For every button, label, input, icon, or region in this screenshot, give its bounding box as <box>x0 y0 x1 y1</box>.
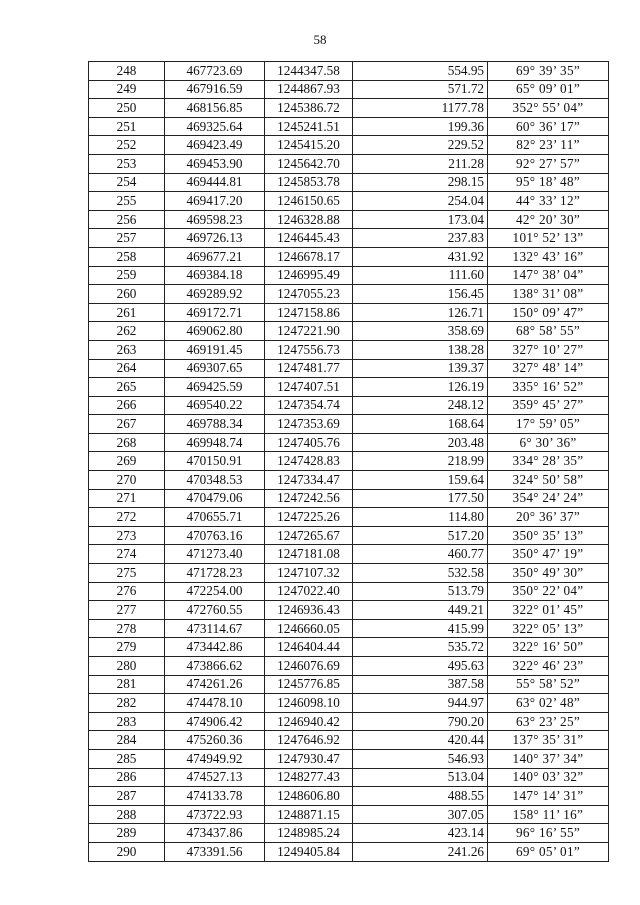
distance-cell: 420.44 <box>353 731 488 750</box>
bearing-cell: 44° 33’ 12” <box>488 192 609 211</box>
point-number-cell: 285 <box>89 749 165 768</box>
distance-cell: 517.20 <box>353 526 488 545</box>
table-row <box>89 247 609 266</box>
distance-cell: 241.26 <box>353 842 488 861</box>
table-row <box>89 712 609 731</box>
table-row <box>89 173 609 192</box>
point-number-cell: 258 <box>89 247 165 266</box>
x-coordinate-cell: 470479.06 <box>165 489 265 508</box>
bearing-cell: 69° 05’ 01” <box>488 842 609 861</box>
table-row <box>89 675 609 694</box>
bearing-cell: 65° 09’ 01” <box>488 80 609 99</box>
y-coordinate-cell: 1246328.88 <box>265 210 353 229</box>
x-coordinate-cell: 474949.92 <box>165 749 265 768</box>
point-number-cell: 249 <box>89 80 165 99</box>
distance-cell: 546.93 <box>353 749 488 768</box>
x-coordinate-cell: 474906.42 <box>165 712 265 731</box>
point-number-cell: 264 <box>89 359 165 378</box>
table-row <box>89 787 609 806</box>
point-number-cell: 262 <box>89 322 165 341</box>
x-coordinate-cell: 469191.45 <box>165 340 265 359</box>
bearing-cell: 350° 49’ 30” <box>488 564 609 583</box>
x-coordinate-cell: 470348.53 <box>165 471 265 490</box>
table-row <box>89 285 609 304</box>
x-coordinate-cell: 469677.21 <box>165 247 265 266</box>
bearing-cell: 17° 59’ 05” <box>488 415 609 434</box>
x-coordinate-cell: 472254.00 <box>165 582 265 601</box>
point-number-cell: 263 <box>89 340 165 359</box>
y-coordinate-cell: 1248606.80 <box>265 787 353 806</box>
y-coordinate-cell: 1245776.85 <box>265 675 353 694</box>
distance-cell: 248.12 <box>353 396 488 415</box>
y-coordinate-cell: 1246445.43 <box>265 229 353 248</box>
table-row <box>89 154 609 173</box>
y-coordinate-cell: 1247334.47 <box>265 471 353 490</box>
distance-cell: 535.72 <box>353 638 488 657</box>
x-coordinate-cell: 473391.56 <box>165 842 265 861</box>
point-number-cell: 261 <box>89 303 165 322</box>
x-coordinate-cell: 469444.81 <box>165 173 265 192</box>
table-row <box>89 266 609 285</box>
point-number-cell: 272 <box>89 508 165 527</box>
table-row <box>89 638 609 657</box>
table-row <box>89 768 609 787</box>
table-row <box>89 545 609 564</box>
y-coordinate-cell: 1248871.15 <box>265 805 353 824</box>
distance-cell: 431.92 <box>353 247 488 266</box>
y-coordinate-cell: 1246098.10 <box>265 694 353 713</box>
point-number-cell: 251 <box>89 117 165 136</box>
point-number-cell: 248 <box>89 62 165 81</box>
distance-cell: 111.60 <box>353 266 488 285</box>
distance-cell: 790.20 <box>353 712 488 731</box>
distance-cell: 173.04 <box>353 210 488 229</box>
x-coordinate-cell: 475260.36 <box>165 731 265 750</box>
bearing-cell: 322° 46’ 23” <box>488 657 609 676</box>
bearing-cell: 352° 55’ 04” <box>488 99 609 118</box>
distance-cell: 237.83 <box>353 229 488 248</box>
point-number-cell: 273 <box>89 526 165 545</box>
table-row <box>89 526 609 545</box>
point-number-cell: 269 <box>89 452 165 471</box>
y-coordinate-cell: 1247265.67 <box>265 526 353 545</box>
y-coordinate-cell: 1247646.92 <box>265 731 353 750</box>
point-number-cell: 257 <box>89 229 165 248</box>
point-number-cell: 267 <box>89 415 165 434</box>
distance-cell: 944.97 <box>353 694 488 713</box>
x-coordinate-cell: 473442.86 <box>165 638 265 657</box>
point-number-cell: 265 <box>89 378 165 397</box>
x-coordinate-cell: 468156.85 <box>165 99 265 118</box>
table-row <box>89 62 609 81</box>
page-number: 58 <box>313 32 327 47</box>
x-coordinate-cell: 469307.65 <box>165 359 265 378</box>
x-coordinate-cell: 469325.64 <box>165 117 265 136</box>
bearing-cell: 42° 20’ 30” <box>488 210 609 229</box>
distance-cell: 495.63 <box>353 657 488 676</box>
bearing-cell: 327° 48’ 14” <box>488 359 609 378</box>
x-coordinate-cell: 469172.71 <box>165 303 265 322</box>
distance-cell: 114.80 <box>353 508 488 527</box>
point-number-cell: 282 <box>89 694 165 713</box>
table-row <box>89 229 609 248</box>
distance-cell: 532.58 <box>353 564 488 583</box>
point-number-cell: 259 <box>89 266 165 285</box>
y-coordinate-cell: 1247556.73 <box>265 340 353 359</box>
table-row <box>89 508 609 527</box>
point-number-cell: 270 <box>89 471 165 490</box>
y-coordinate-cell: 1248985.24 <box>265 824 353 843</box>
bearing-cell: 6° 30’ 36” <box>488 433 609 452</box>
x-coordinate-cell: 469384.18 <box>165 266 265 285</box>
x-coordinate-cell: 469726.13 <box>165 229 265 248</box>
y-coordinate-cell: 1247405.76 <box>265 433 353 452</box>
y-coordinate-cell: 1246150.65 <box>265 192 353 211</box>
y-coordinate-cell: 1247353.69 <box>265 415 353 434</box>
point-number-cell: 290 <box>89 842 165 861</box>
bearing-cell: 68° 58’ 55” <box>488 322 609 341</box>
y-coordinate-cell: 1246076.69 <box>265 657 353 676</box>
x-coordinate-cell: 469289.92 <box>165 285 265 304</box>
distance-cell: 387.58 <box>353 675 488 694</box>
bearing-cell: 140° 03’ 32” <box>488 768 609 787</box>
bearing-cell: 354° 24’ 24” <box>488 489 609 508</box>
bearing-cell: 327° 10’ 27” <box>488 340 609 359</box>
x-coordinate-cell: 473722.93 <box>165 805 265 824</box>
x-coordinate-cell: 470763.16 <box>165 526 265 545</box>
table-row <box>89 136 609 155</box>
x-coordinate-cell: 467723.69 <box>165 62 265 81</box>
table-row <box>89 694 609 713</box>
distance-cell: 199.36 <box>353 117 488 136</box>
y-coordinate-cell: 1245241.51 <box>265 117 353 136</box>
table-row <box>89 322 609 341</box>
x-coordinate-cell: 471728.23 <box>165 564 265 583</box>
x-coordinate-cell: 470150.91 <box>165 452 265 471</box>
table-row <box>89 396 609 415</box>
table-row <box>89 842 609 861</box>
y-coordinate-cell: 1247407.51 <box>265 378 353 397</box>
bearing-cell: 350° 35’ 13” <box>488 526 609 545</box>
y-coordinate-cell: 1247225.26 <box>265 508 353 527</box>
distance-cell: 358.69 <box>353 322 488 341</box>
x-coordinate-cell: 474478.10 <box>165 694 265 713</box>
y-coordinate-cell: 1247930.47 <box>265 749 353 768</box>
y-coordinate-cell: 1247107.32 <box>265 564 353 583</box>
distance-cell: 488.55 <box>353 787 488 806</box>
distance-cell: 139.37 <box>353 359 488 378</box>
table-row <box>89 192 609 211</box>
distance-cell: 126.19 <box>353 378 488 397</box>
distance-cell: 218.99 <box>353 452 488 471</box>
point-number-cell: 280 <box>89 657 165 676</box>
x-coordinate-cell: 469540.22 <box>165 396 265 415</box>
bearing-cell: 101° 52’ 13” <box>488 229 609 248</box>
x-coordinate-cell: 473114.67 <box>165 619 265 638</box>
y-coordinate-cell: 1246936.43 <box>265 601 353 620</box>
table-row <box>89 415 609 434</box>
x-coordinate-cell: 469062.80 <box>165 322 265 341</box>
x-coordinate-cell: 469453.90 <box>165 154 265 173</box>
table-row <box>89 805 609 824</box>
bearing-cell: 147° 38’ 04” <box>488 266 609 285</box>
x-coordinate-cell: 474527.13 <box>165 768 265 787</box>
y-coordinate-cell: 1247022.40 <box>265 582 353 601</box>
table-row <box>89 340 609 359</box>
x-coordinate-cell: 473866.62 <box>165 657 265 676</box>
x-coordinate-cell: 469948.74 <box>165 433 265 452</box>
bearing-cell: 335° 16’ 52” <box>488 378 609 397</box>
distance-cell: 298.15 <box>353 173 488 192</box>
table-row <box>89 210 609 229</box>
distance-cell: 423.14 <box>353 824 488 843</box>
point-number-cell: 288 <box>89 805 165 824</box>
table-row <box>89 601 609 620</box>
point-number-cell: 283 <box>89 712 165 731</box>
distance-cell: 513.79 <box>353 582 488 601</box>
x-coordinate-cell: 469598.23 <box>165 210 265 229</box>
distance-cell: 177.50 <box>353 489 488 508</box>
table-row <box>89 489 609 508</box>
distance-cell: 460.77 <box>353 545 488 564</box>
distance-cell: 307.05 <box>353 805 488 824</box>
y-coordinate-cell: 1247055.23 <box>265 285 353 304</box>
y-coordinate-cell: 1246678.17 <box>265 247 353 266</box>
table-row <box>89 471 609 490</box>
table-row <box>89 564 609 583</box>
bearing-cell: 69° 39’ 35” <box>488 62 609 81</box>
y-coordinate-cell: 1246660.05 <box>265 619 353 638</box>
distance-cell: 156.45 <box>353 285 488 304</box>
point-number-cell: 277 <box>89 601 165 620</box>
point-number-cell: 279 <box>89 638 165 657</box>
distance-cell: 138.28 <box>353 340 488 359</box>
x-coordinate-cell: 471273.40 <box>165 545 265 564</box>
point-number-cell: 253 <box>89 154 165 173</box>
distance-cell: 571.72 <box>353 80 488 99</box>
point-number-cell: 284 <box>89 731 165 750</box>
point-number-cell: 255 <box>89 192 165 211</box>
y-coordinate-cell: 1246995.49 <box>265 266 353 285</box>
distance-cell: 168.64 <box>353 415 488 434</box>
point-number-cell: 278 <box>89 619 165 638</box>
distance-cell: 203.48 <box>353 433 488 452</box>
table-row <box>89 303 609 322</box>
coordinates-table <box>88 61 609 862</box>
table-row <box>89 824 609 843</box>
bearing-cell: 137° 35’ 31” <box>488 731 609 750</box>
distance-cell: 126.71 <box>353 303 488 322</box>
table-row <box>89 117 609 136</box>
y-coordinate-cell: 1245853.78 <box>265 173 353 192</box>
y-coordinate-cell: 1247428.83 <box>265 452 353 471</box>
distance-cell: 554.95 <box>353 62 488 81</box>
x-coordinate-cell: 474261.26 <box>165 675 265 694</box>
x-coordinate-cell: 469425.59 <box>165 378 265 397</box>
y-coordinate-cell: 1245386.72 <box>265 99 353 118</box>
point-number-cell: 287 <box>89 787 165 806</box>
distance-cell: 1177.78 <box>353 99 488 118</box>
table-row <box>89 99 609 118</box>
point-number-cell: 275 <box>89 564 165 583</box>
table-row <box>89 582 609 601</box>
distance-cell: 513.04 <box>353 768 488 787</box>
point-number-cell: 276 <box>89 582 165 601</box>
x-coordinate-cell: 474133.78 <box>165 787 265 806</box>
x-coordinate-cell: 470655.71 <box>165 508 265 527</box>
coordinates-table-body <box>89 62 609 862</box>
bearing-cell: 359° 45’ 27” <box>488 396 609 415</box>
point-number-cell: 286 <box>89 768 165 787</box>
bearing-cell: 95° 18’ 48” <box>488 173 609 192</box>
x-coordinate-cell: 469423.49 <box>165 136 265 155</box>
bearing-cell: 55° 58’ 52” <box>488 675 609 694</box>
table-row <box>89 749 609 768</box>
y-coordinate-cell: 1247181.08 <box>265 545 353 564</box>
distance-cell: 254.04 <box>353 192 488 211</box>
table-row <box>89 657 609 676</box>
point-number-cell: 281 <box>89 675 165 694</box>
point-number-cell: 250 <box>89 99 165 118</box>
point-number-cell: 260 <box>89 285 165 304</box>
point-number-cell: 252 <box>89 136 165 155</box>
table-row <box>89 452 609 471</box>
bearing-cell: 138° 31’ 08” <box>488 285 609 304</box>
bearing-cell: 20° 36’ 37” <box>488 508 609 527</box>
y-coordinate-cell: 1247354.74 <box>265 396 353 415</box>
bearing-cell: 92° 27’ 57” <box>488 154 609 173</box>
x-coordinate-cell: 469417.20 <box>165 192 265 211</box>
point-number-cell: 268 <box>89 433 165 452</box>
y-coordinate-cell: 1245642.70 <box>265 154 353 173</box>
table-row <box>89 619 609 638</box>
point-number-cell: 266 <box>89 396 165 415</box>
table-row <box>89 378 609 397</box>
distance-cell: 449.21 <box>353 601 488 620</box>
y-coordinate-cell: 1245415.20 <box>265 136 353 155</box>
distance-cell: 211.28 <box>353 154 488 173</box>
point-number-cell: 256 <box>89 210 165 229</box>
table-row <box>89 359 609 378</box>
y-coordinate-cell: 1244867.93 <box>265 80 353 99</box>
bearing-cell: 350° 22’ 04” <box>488 582 609 601</box>
y-coordinate-cell: 1244347.58 <box>265 62 353 81</box>
distance-cell: 415.99 <box>353 619 488 638</box>
bearing-cell: 60° 36’ 17” <box>488 117 609 136</box>
y-coordinate-cell: 1248277.43 <box>265 768 353 787</box>
bearing-cell: 158° 11’ 16” <box>488 805 609 824</box>
x-coordinate-cell: 469788.34 <box>165 415 265 434</box>
y-coordinate-cell: 1246404.44 <box>265 638 353 657</box>
y-coordinate-cell: 1246940.42 <box>265 712 353 731</box>
table-row <box>89 80 609 99</box>
bearing-cell: 334° 28’ 35” <box>488 452 609 471</box>
table-row <box>89 731 609 750</box>
point-number-cell: 254 <box>89 173 165 192</box>
bearing-cell: 147° 14’ 31” <box>488 787 609 806</box>
point-number-cell: 271 <box>89 489 165 508</box>
x-coordinate-cell: 472760.55 <box>165 601 265 620</box>
bearing-cell: 322° 16’ 50” <box>488 638 609 657</box>
bearing-cell: 140° 37’ 34” <box>488 749 609 768</box>
x-coordinate-cell: 473437.86 <box>165 824 265 843</box>
point-number-cell: 274 <box>89 545 165 564</box>
bearing-cell: 82° 23’ 11” <box>488 136 609 155</box>
point-number-cell: 289 <box>89 824 165 843</box>
distance-cell: 229.52 <box>353 136 488 155</box>
distance-cell: 159.64 <box>353 471 488 490</box>
bearing-cell: 322° 01’ 45” <box>488 601 609 620</box>
bearing-cell: 63° 02’ 48” <box>488 694 609 713</box>
bearing-cell: 350° 47’ 19” <box>488 545 609 564</box>
bearing-cell: 322° 05’ 13” <box>488 619 609 638</box>
y-coordinate-cell: 1247158.86 <box>265 303 353 322</box>
bearing-cell: 132° 43’ 16” <box>488 247 609 266</box>
y-coordinate-cell: 1247221.90 <box>265 322 353 341</box>
y-coordinate-cell: 1247481.77 <box>265 359 353 378</box>
x-coordinate-cell: 467916.59 <box>165 80 265 99</box>
bearing-cell: 150° 09’ 47” <box>488 303 609 322</box>
table-row <box>89 433 609 452</box>
bearing-cell: 96° 16’ 55” <box>488 824 609 843</box>
bearing-cell: 324° 50’ 58” <box>488 471 609 490</box>
bearing-cell: 63° 23’ 25” <box>488 712 609 731</box>
y-coordinate-cell: 1247242.56 <box>265 489 353 508</box>
y-coordinate-cell: 1249405.84 <box>265 842 353 861</box>
